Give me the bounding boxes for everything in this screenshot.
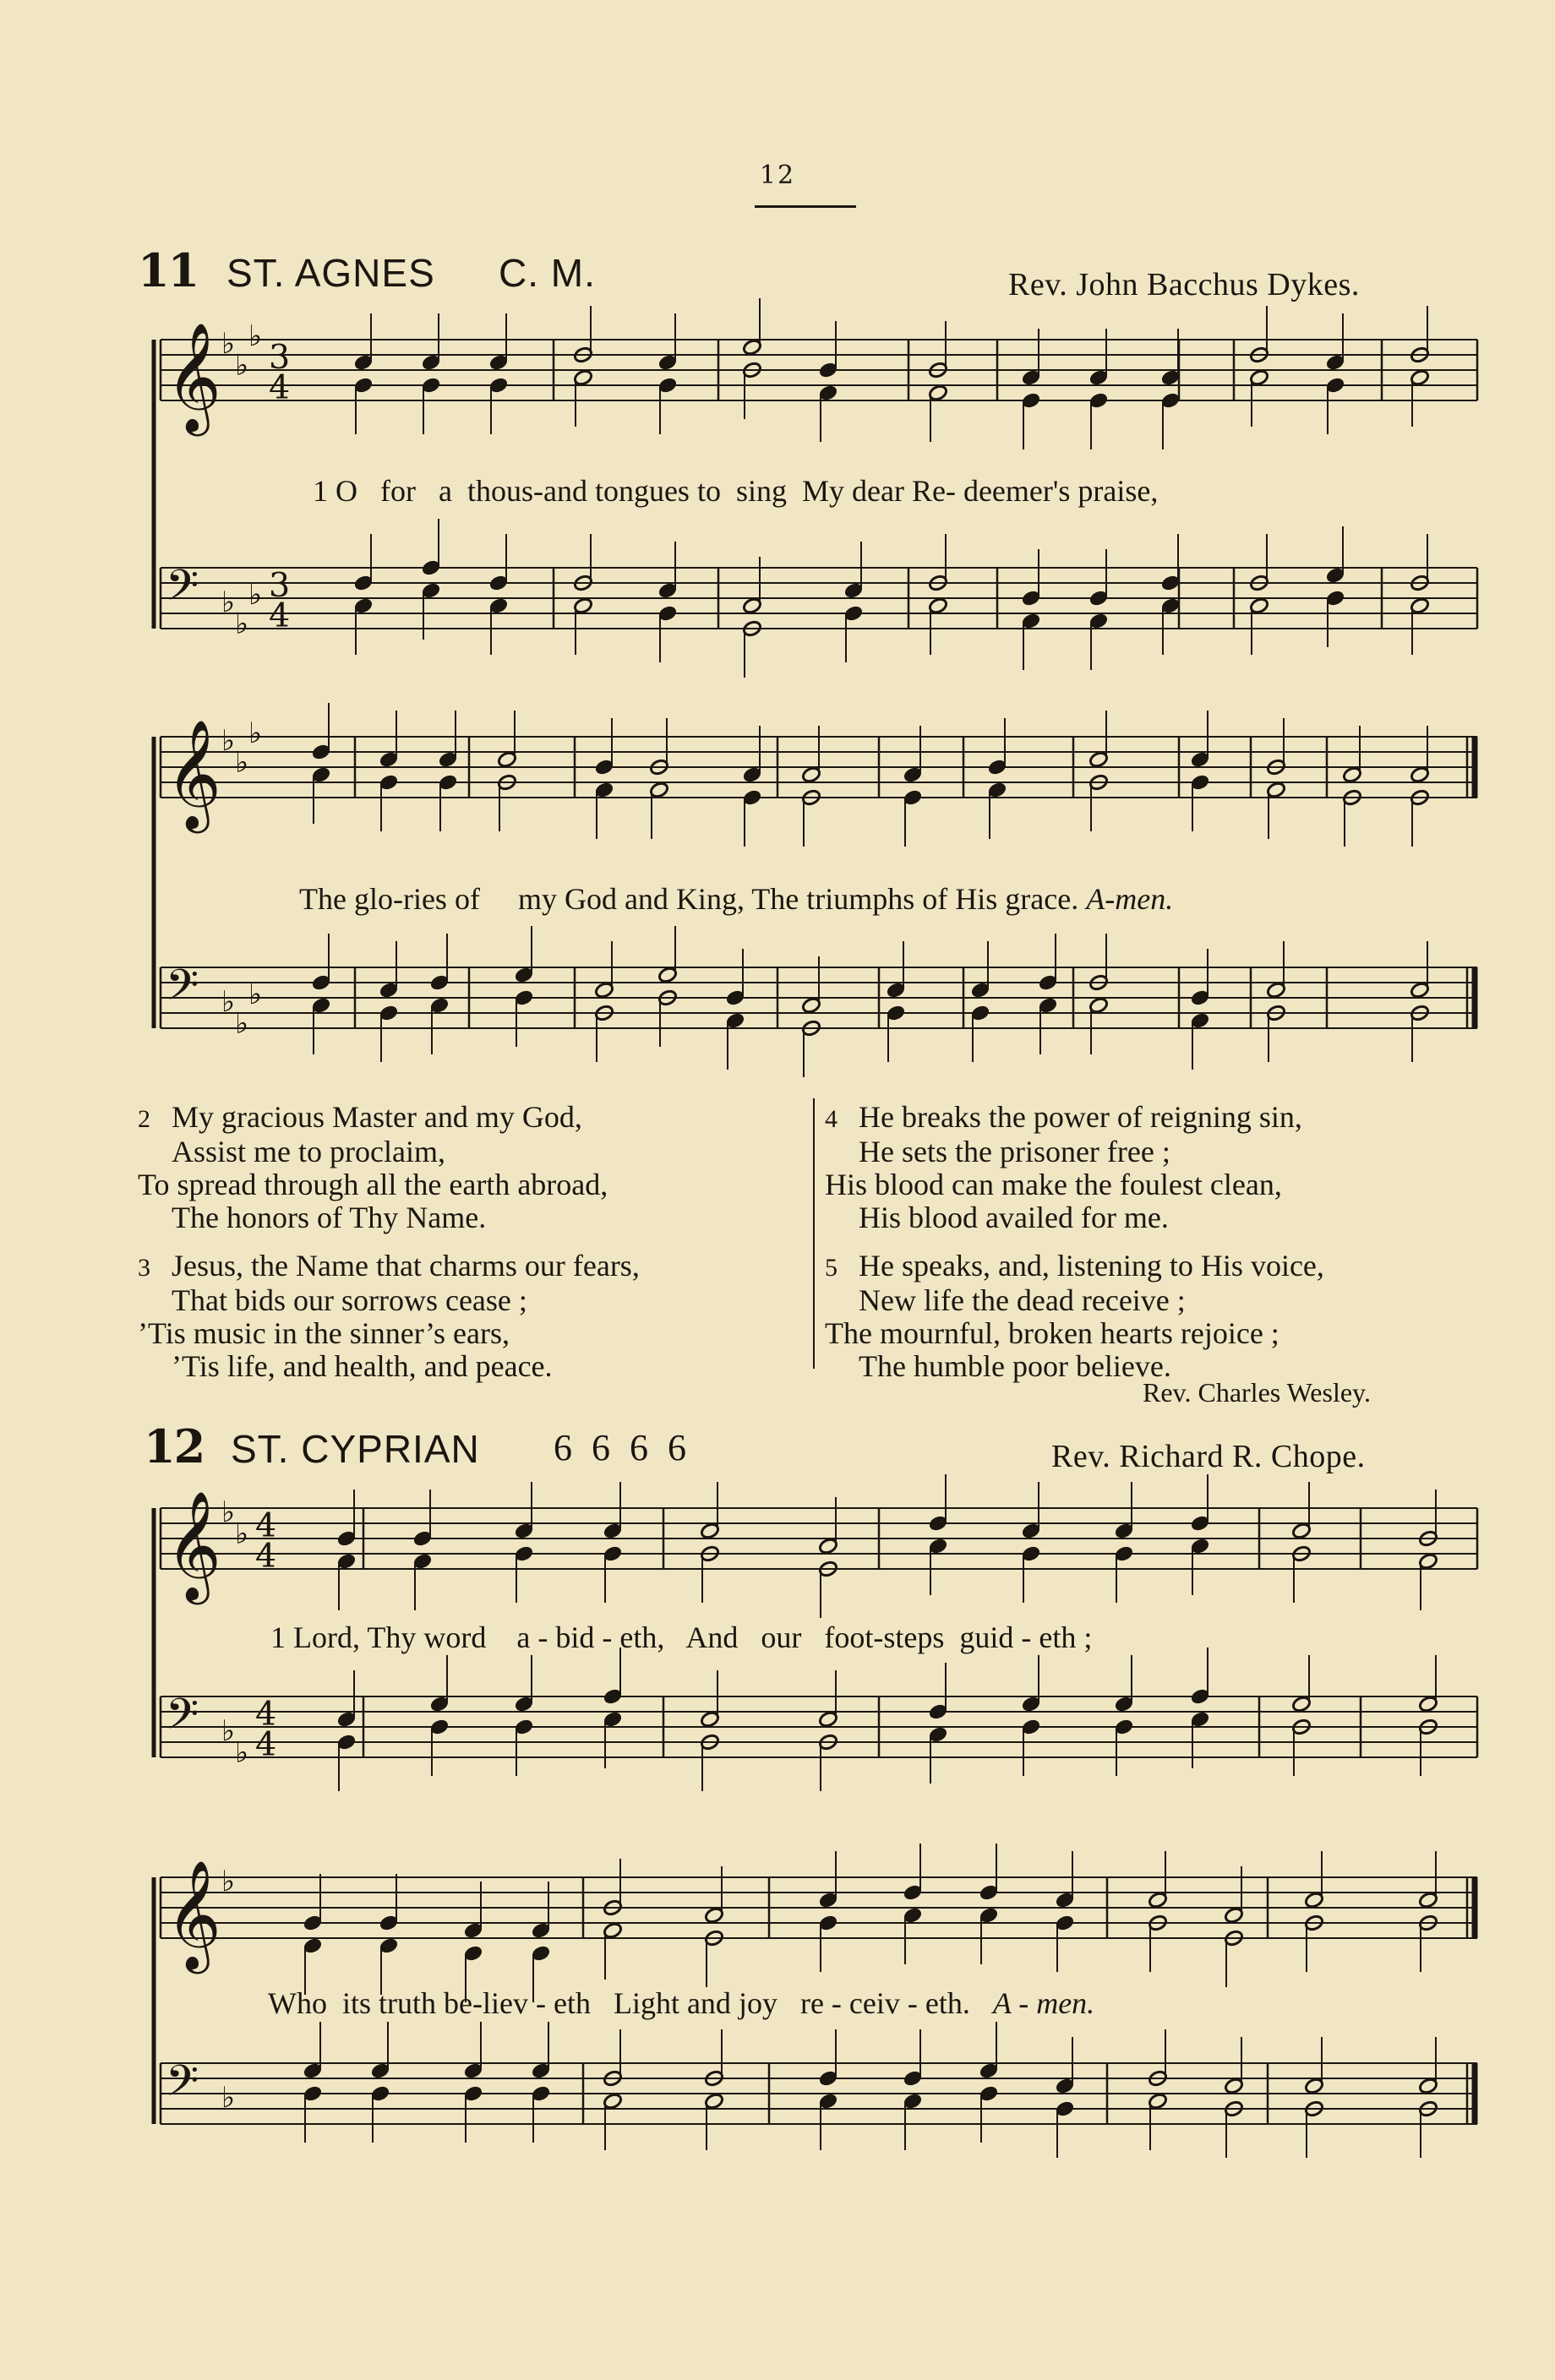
lyric-word: our xyxy=(761,1620,802,1654)
stanza-number: 3 xyxy=(138,1254,150,1282)
time-signature-bottom: 4 xyxy=(255,1537,277,1576)
lyric-word: guid xyxy=(959,1620,1014,1654)
lyric-word: eth, xyxy=(619,1620,665,1654)
lyric-word: its xyxy=(341,1986,371,2020)
lyric-word: Lord, xyxy=(293,1620,360,1654)
hymn-11-author: Rev. Charles Wesley. xyxy=(1143,1377,1371,1408)
lyric-word: and xyxy=(624,882,668,916)
time-signature-top: 3 xyxy=(269,338,291,377)
lyric-word: eth. xyxy=(925,1986,970,2020)
lyric-word: liev xyxy=(482,1986,528,2020)
stanza-line: His blood availed for me. xyxy=(859,1201,1169,1234)
treble-clef-icon: 𝄞 xyxy=(166,322,221,432)
lyric-word: triumphs xyxy=(806,882,915,916)
lyric-word: His xyxy=(955,882,998,916)
time-signature-bottom: 4 xyxy=(269,596,291,635)
lyric-word: and xyxy=(686,1986,731,2020)
bass-clef-icon: 𝄢 xyxy=(166,561,199,621)
lyric-word: a xyxy=(516,1620,531,1654)
treble-clef-icon: 𝄞 xyxy=(166,1860,221,1969)
lyric-word: Thy xyxy=(367,1620,417,1654)
hymn-12-lyrics-line-1 xyxy=(270,1620,1092,1655)
lyric-word: King, xyxy=(675,882,745,916)
treble-clef-icon: 𝄞 xyxy=(166,719,221,829)
bass-clef-icon: 𝄢 xyxy=(166,1690,199,1750)
lyric-word: grace. xyxy=(1005,882,1079,916)
page-number: 12 xyxy=(759,161,796,190)
lyric-word: - xyxy=(535,1986,546,2020)
hymn-11-lyrics-line-2 xyxy=(299,881,1173,917)
lyric-word: O xyxy=(336,474,357,508)
lyric-word: be xyxy=(444,1986,472,2020)
lyric-word: The xyxy=(299,882,346,916)
bass-clef-icon: 𝄢 xyxy=(166,961,199,1021)
lyric-word: eth ; xyxy=(1039,1620,1093,1654)
stanza-line: New life the dead receive ; xyxy=(859,1283,1186,1317)
lyric-word: eth xyxy=(553,1986,591,2020)
lyric-word: deemer's xyxy=(963,474,1071,508)
flat-icon: ♭ xyxy=(221,1865,236,1899)
flat-icon: ♭ xyxy=(248,978,263,1012)
time-signature-bottom: 4 xyxy=(269,368,291,407)
time-signature-top: 4 xyxy=(255,1506,277,1545)
lyric-word: Re- xyxy=(911,474,956,508)
lyric-word: a xyxy=(438,474,452,508)
flat-icon: ♭ xyxy=(221,985,236,1020)
stanza-4 xyxy=(825,1101,1302,1234)
flat-icon: ♭ xyxy=(248,319,263,354)
lyric-word: - xyxy=(472,1986,483,2020)
lyric-word: - xyxy=(602,1620,613,1654)
lyric-word: praise, xyxy=(1078,474,1159,508)
lyric-word: Who xyxy=(268,1986,327,2020)
stanza-number: 2 xyxy=(138,1105,150,1133)
flat-icon: ♭ xyxy=(248,578,263,613)
stanza-number: 4 xyxy=(825,1105,838,1133)
stanza-line: The mournful, broken hearts rejoice ; xyxy=(825,1316,1279,1350)
lyric-word: sing xyxy=(735,474,787,508)
stanza-line: ’Tis life, and health, and peace. xyxy=(172,1349,553,1383)
flat-icon: ♭ xyxy=(235,1735,249,1770)
flat-icon: ♭ xyxy=(221,724,236,759)
stanza-column-divider xyxy=(813,1098,815,1369)
lyric-word: to xyxy=(696,474,721,508)
stanza-5 xyxy=(825,1250,1324,1383)
hymn-12-meter: 6 6 6 6 xyxy=(554,1427,691,1468)
flat-icon: ♭ xyxy=(221,585,236,620)
stanza-number: 5 xyxy=(825,1254,838,1282)
lyric-word: - xyxy=(907,1986,918,2020)
stanza-line: Jesus, the Name that charms our fears, xyxy=(172,1249,640,1283)
stanza-line: He speaks, and, listening to His voice, xyxy=(859,1249,1324,1283)
time-signature-top: 4 xyxy=(255,1695,277,1734)
stanza-line: To spread through all the earth abroad, xyxy=(138,1168,608,1201)
lyric-word: glo-ries xyxy=(353,882,447,916)
stanza-line: He sets the prisoner free ; xyxy=(859,1135,1170,1168)
lyric-word: God xyxy=(564,882,617,916)
lyric-word: The xyxy=(751,882,799,916)
stanza-line: He breaks the power of reigning sin, xyxy=(859,1100,1302,1134)
hymn-11-meter: C. M. xyxy=(499,251,596,295)
lyric-word: joy xyxy=(738,1986,778,2020)
lyric-word: foot-steps xyxy=(824,1620,945,1654)
hymn-11-number: 11 xyxy=(138,243,199,297)
lyric-word: dear xyxy=(852,474,904,508)
stanza-2 xyxy=(138,1101,608,1234)
hymn-11-lyrics-line-1 xyxy=(313,473,1479,509)
stanza-line: The honors of Thy Name. xyxy=(172,1201,487,1234)
lyric-word: tongues xyxy=(594,474,690,508)
lyric-word: word xyxy=(423,1620,487,1654)
lyric-word: - xyxy=(831,1986,842,2020)
lyric-word: bid xyxy=(555,1620,595,1654)
lyric-word: of xyxy=(454,882,480,916)
flat-icon: ♭ xyxy=(235,607,249,641)
lyric-word: re xyxy=(799,1986,824,2020)
lyric-word: truth xyxy=(379,1986,436,2020)
flat-icon: ♭ xyxy=(221,327,236,362)
flat-icon: ♭ xyxy=(235,1517,249,1551)
lyric-word: of xyxy=(922,882,948,916)
hymn-12-lyrics-line-2 xyxy=(268,1985,1094,2021)
stanza-line: His blood can make the foulest clean, xyxy=(825,1168,1282,1201)
lyric-word: My xyxy=(801,474,844,508)
hymn-11-tune: ST. AGNES xyxy=(226,251,435,295)
stanza-line: ’Tis music in the sinner’s ears, xyxy=(138,1316,510,1350)
time-signature-top: 3 xyxy=(269,566,291,605)
stanza-line: That bids our sorrows cease ; xyxy=(172,1283,527,1317)
stanza-line: My gracious Master and my God, xyxy=(172,1100,582,1134)
lyric-word: my xyxy=(517,882,557,916)
flat-icon: ♭ xyxy=(221,2081,236,2116)
flat-icon: ♭ xyxy=(235,348,249,383)
lyric-word: - xyxy=(537,1620,548,1654)
flat-icon: ♭ xyxy=(248,716,263,751)
stanza-line: Assist me to proclaim, xyxy=(172,1135,445,1168)
flat-icon: ♭ xyxy=(235,745,249,780)
time-signature-bottom: 4 xyxy=(255,1725,277,1764)
stanza-line: The humble poor believe. xyxy=(859,1349,1171,1383)
bass-clef-icon: 𝄢 xyxy=(166,2056,199,2116)
stanza-3 xyxy=(138,1250,640,1383)
amen: A-men. xyxy=(1086,882,1174,916)
lyric-word: - xyxy=(1021,1620,1032,1654)
lyric-word: 1 xyxy=(270,1620,286,1654)
hymn-12-tune: ST. CYPRIAN xyxy=(231,1427,480,1471)
lyric-word: Light xyxy=(613,1986,679,2020)
lyric-word: And xyxy=(685,1620,739,1654)
lyric-word: ceiv xyxy=(848,1986,900,2020)
lyric-word: thous-and xyxy=(466,474,587,508)
flat-icon: ♭ xyxy=(221,1714,236,1749)
treble-clef-icon: 𝄞 xyxy=(166,1490,221,1600)
lyric-word: for xyxy=(380,474,416,508)
hymn-12-number: 12 xyxy=(144,1419,205,1473)
lyric-word: 1 xyxy=(313,474,328,508)
flat-icon: ♭ xyxy=(235,1006,249,1041)
amen: A - men. xyxy=(992,1986,1095,2020)
hymn-12-composer: Rev. Richard R. Chope. xyxy=(1051,1439,1366,1474)
hymn-11-composer: Rev. John Bacchus Dykes. xyxy=(1008,267,1360,302)
flat-icon: ♭ xyxy=(221,1495,236,1530)
